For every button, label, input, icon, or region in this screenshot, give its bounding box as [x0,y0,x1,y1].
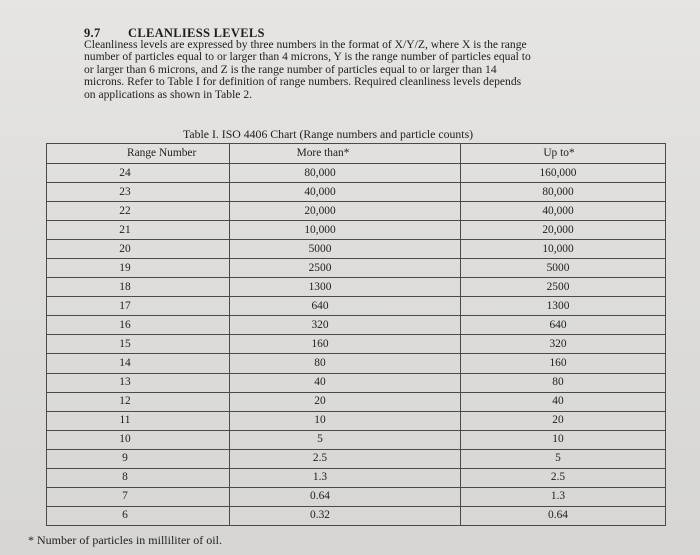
range-number-cell: 11 [47,411,230,430]
range-number-cell: 21 [47,221,230,240]
table-row [47,164,666,183]
range-number-cell: 15 [47,335,230,354]
header-up-to: Up to* [461,144,666,164]
table-row [47,487,666,506]
table-row [47,202,666,221]
paragraph-line: microns. Refer to Table I for definition of range numbers. Required cleanliness levels depends [84,75,522,89]
more-than-cell: 0.32 [230,506,461,525]
table-row [47,316,666,335]
up-to-cell: 2.5 [461,468,666,487]
range-number-cell: 9 [47,449,230,468]
table-row [47,354,666,373]
paragraph-line: on applications as shown in Table 2. [84,87,253,101]
more-than-cell: 10,000 [230,221,461,240]
table-row [47,468,666,487]
more-than-cell: 40,000 [230,183,461,202]
table-row [47,183,666,202]
more-than-cell: 80,000 [230,164,461,183]
up-to-cell: 40,000 [461,202,666,221]
header-range-number: Range Number [47,144,230,164]
range-number-cell: 12 [47,392,230,411]
range-number-cell: 14 [47,354,230,373]
table-row [47,449,666,468]
table-row [47,392,666,411]
range-number-cell: 24 [47,164,230,183]
up-to-cell: 10 [461,430,666,449]
iso-4406-table [46,143,666,526]
table-row [47,297,666,316]
up-to-cell: 80 [461,373,666,392]
table-row [47,221,666,240]
section-title: CLEANLIESS LEVELS [128,26,265,40]
table-row [47,411,666,430]
table-caption: Table I. ISO 4406 Chart (Range numbers and particle counts) [183,127,474,141]
range-number-cell: 8 [47,468,230,487]
range-number-cell: 10 [47,430,230,449]
more-than-cell: 1300 [230,278,461,297]
more-than-cell: 1.3 [230,468,461,487]
paragraph-line: or larger than 6 microns, and Z is the range number of particles equal to or larger than 14 [84,62,497,76]
table-row [47,373,666,392]
range-number-cell: 17 [47,297,230,316]
range-number-cell: 23 [47,183,230,202]
up-to-cell: 20 [461,411,666,430]
more-than-cell: 20 [230,392,461,411]
up-to-cell: 10,000 [461,240,666,259]
up-to-cell: 1300 [461,297,666,316]
up-to-cell: 160,000 [461,164,666,183]
more-than-cell: 10 [230,411,461,430]
more-than-cell: 5 [230,430,461,449]
more-than-cell: 160 [230,335,461,354]
up-to-cell: 1.3 [461,487,666,506]
range-number-cell: 13 [47,373,230,392]
up-to-cell: 5 [461,449,666,468]
more-than-cell: 320 [230,316,461,335]
more-than-cell: 80 [230,354,461,373]
table-row [47,506,666,525]
up-to-cell: 0.64 [461,506,666,525]
footnote: * Number of particles in milliliter of oil. [28,533,222,547]
up-to-cell: 40 [461,392,666,411]
table-row [47,259,666,278]
range-number-cell: 16 [47,316,230,335]
more-than-cell: 2500 [230,259,461,278]
table-body [47,164,666,526]
header-more-than: More than* [230,144,461,164]
more-than-cell: 2.5 [230,449,461,468]
more-than-cell: 640 [230,297,461,316]
table-row [47,240,666,259]
more-than-cell: 20,000 [230,202,461,221]
range-number-cell: 18 [47,278,230,297]
range-number-cell: 6 [47,506,230,525]
more-than-cell: 40 [230,373,461,392]
range-number-cell: 22 [47,202,230,221]
table-row [47,278,666,297]
up-to-cell: 80,000 [461,183,666,202]
more-than-cell: 0.64 [230,487,461,506]
more-than-cell: 5000 [230,240,461,259]
up-to-cell: 5000 [461,259,666,278]
up-to-cell: 320 [461,335,666,354]
range-number-cell: 7 [47,487,230,506]
range-number-cell: 19 [47,259,230,278]
section-paragraph [84,39,669,101]
up-to-cell: 160 [461,354,666,373]
section-number: 9.7 [84,26,101,40]
paragraph-line: number of particles equal to or larger than 4 microns, Y is the range number of particles equal to [84,50,531,64]
up-to-cell: 20,000 [461,221,666,240]
up-to-cell: 640 [461,316,666,335]
table-row [47,430,666,449]
up-to-cell: 2500 [461,278,666,297]
table-row [47,335,666,354]
paragraph-line: Cleanliness levels are expressed by three numbers in the format of X/Y/Z, where X is the range [84,38,527,51]
range-number-cell: 20 [47,240,230,259]
table-header-row [47,144,666,164]
